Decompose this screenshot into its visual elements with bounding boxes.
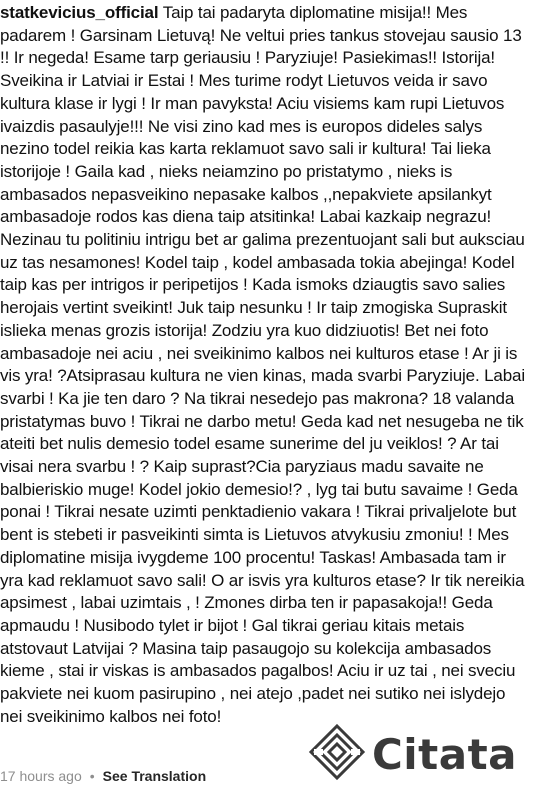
caption-text: Taip tai padaryta diplomatine misija!! Mes padarem ! Garsinam Lietuvą! Ne veltui pries tankus stovejau sausio 13 !! Ir negeda! Esame tarp geriausiu ! Paryziuje! Pasiekimas!! Istorija! Sveikina ir Latviai ir Estai ! Mes turime rodyt Lietuvos veida ir savo kultura klase ir lygi ! Ir man pavyksta! Aciu visiems kam rupi Lietuvos ivaizdis pasaulyje!!! Ne visi zino kad mes is europos dideles salys nezino todel reikia kas karta reklamuot savo sali ir kultura! Tai lieka istorijoje ! Gaila kad , nieks neiamzino po pristatymo , nieks is ambasados nepasveikino nepasake kalbos ,,nepakviete apsilankyt ambasadoje rodos kas diena taip atsitinka! Labai kazkaip negrazu! Nezinau tu politiniu intrigu bet ar galima prezentuojant sali but auksciau uz tas nesamones! Kodel taip , kodel ambasada tokia abejinga! Kodel taip kas per intrigos ir peripetijos ! Kada ismoks dziaugtis savo salies herojais vertint sveikint! Juk taip nesunku ! Ir taip zmogiska Supraskit islieka menas grozis istorija! Zodziu yra kuo didziuotis! Bet nei foto ambasadoje nei aciu , nei sveikinimo kalbos nei kulturos etase ! Ar ji is vis yra! ?Atsiprasau kultura ne vien kinas, mada svarbi Paryziuje. Labai svarbi ! Ka jie ten daro ? Na tikrai nesedejo pas makrona? 18 valanda pristatymas buvo ! Tikrai ne darbo metu! Geda kad net nesugeba ne tik ateiti bet nulis demesio todel esame sunerime del ju veiklos! ? Ar tai visai nera svarbu ! ? Kaip suprast?Cia paryziaus madu savaite ne balbieriskio muge! Kodel jokio demesio!? , lyg tai butu savaime ! Geda ponai ! Tikrai nesate uzimti penktadienio vakara ! Tikrai privaljelote but bent is stebeti ir pasveikinti simta is Lietuvos atvykusiu zmoniu! ! Mes diplomatine misija ivygdeme 100 procentu! Taskas! Ambasada tam ir yra kad reklamuot savo sali! O ar isvis yra kulturos etase? Ir tik nereikia apsimest , labai uzimtais , ! Zmones dirba ten ir papasakoja!! Geda apmaudu ! Nusibodo tylet ir bijot ! Gal tikrai geriau kitais metais atstovaut Latvijai ? Masina taip pasaugojo su kolekcija ambasados kieme , stai ir viskas is ambasados pagalbos! Aciu ir uz tai , nei sveciu pakviete nei kuom pasirupino , nei atejo ,padet nei sutiko nei islydejo nei sveikinimo kalbos nei foto!: [0, 3, 525, 726]
username-link[interactable]: statkevicius_official: [0, 3, 159, 22]
post-caption: [0, 2, 528, 729]
citata-logo-icon: [308, 723, 366, 786]
citata-watermark: [308, 723, 517, 786]
see-translation-button[interactable]: See Translation: [102, 768, 207, 784]
post-meta: [0, 768, 206, 784]
timestamp: 17 hours ago: [0, 768, 82, 784]
meta-separator: •: [89, 768, 95, 784]
citata-brand-text: Citata: [371, 730, 517, 779]
